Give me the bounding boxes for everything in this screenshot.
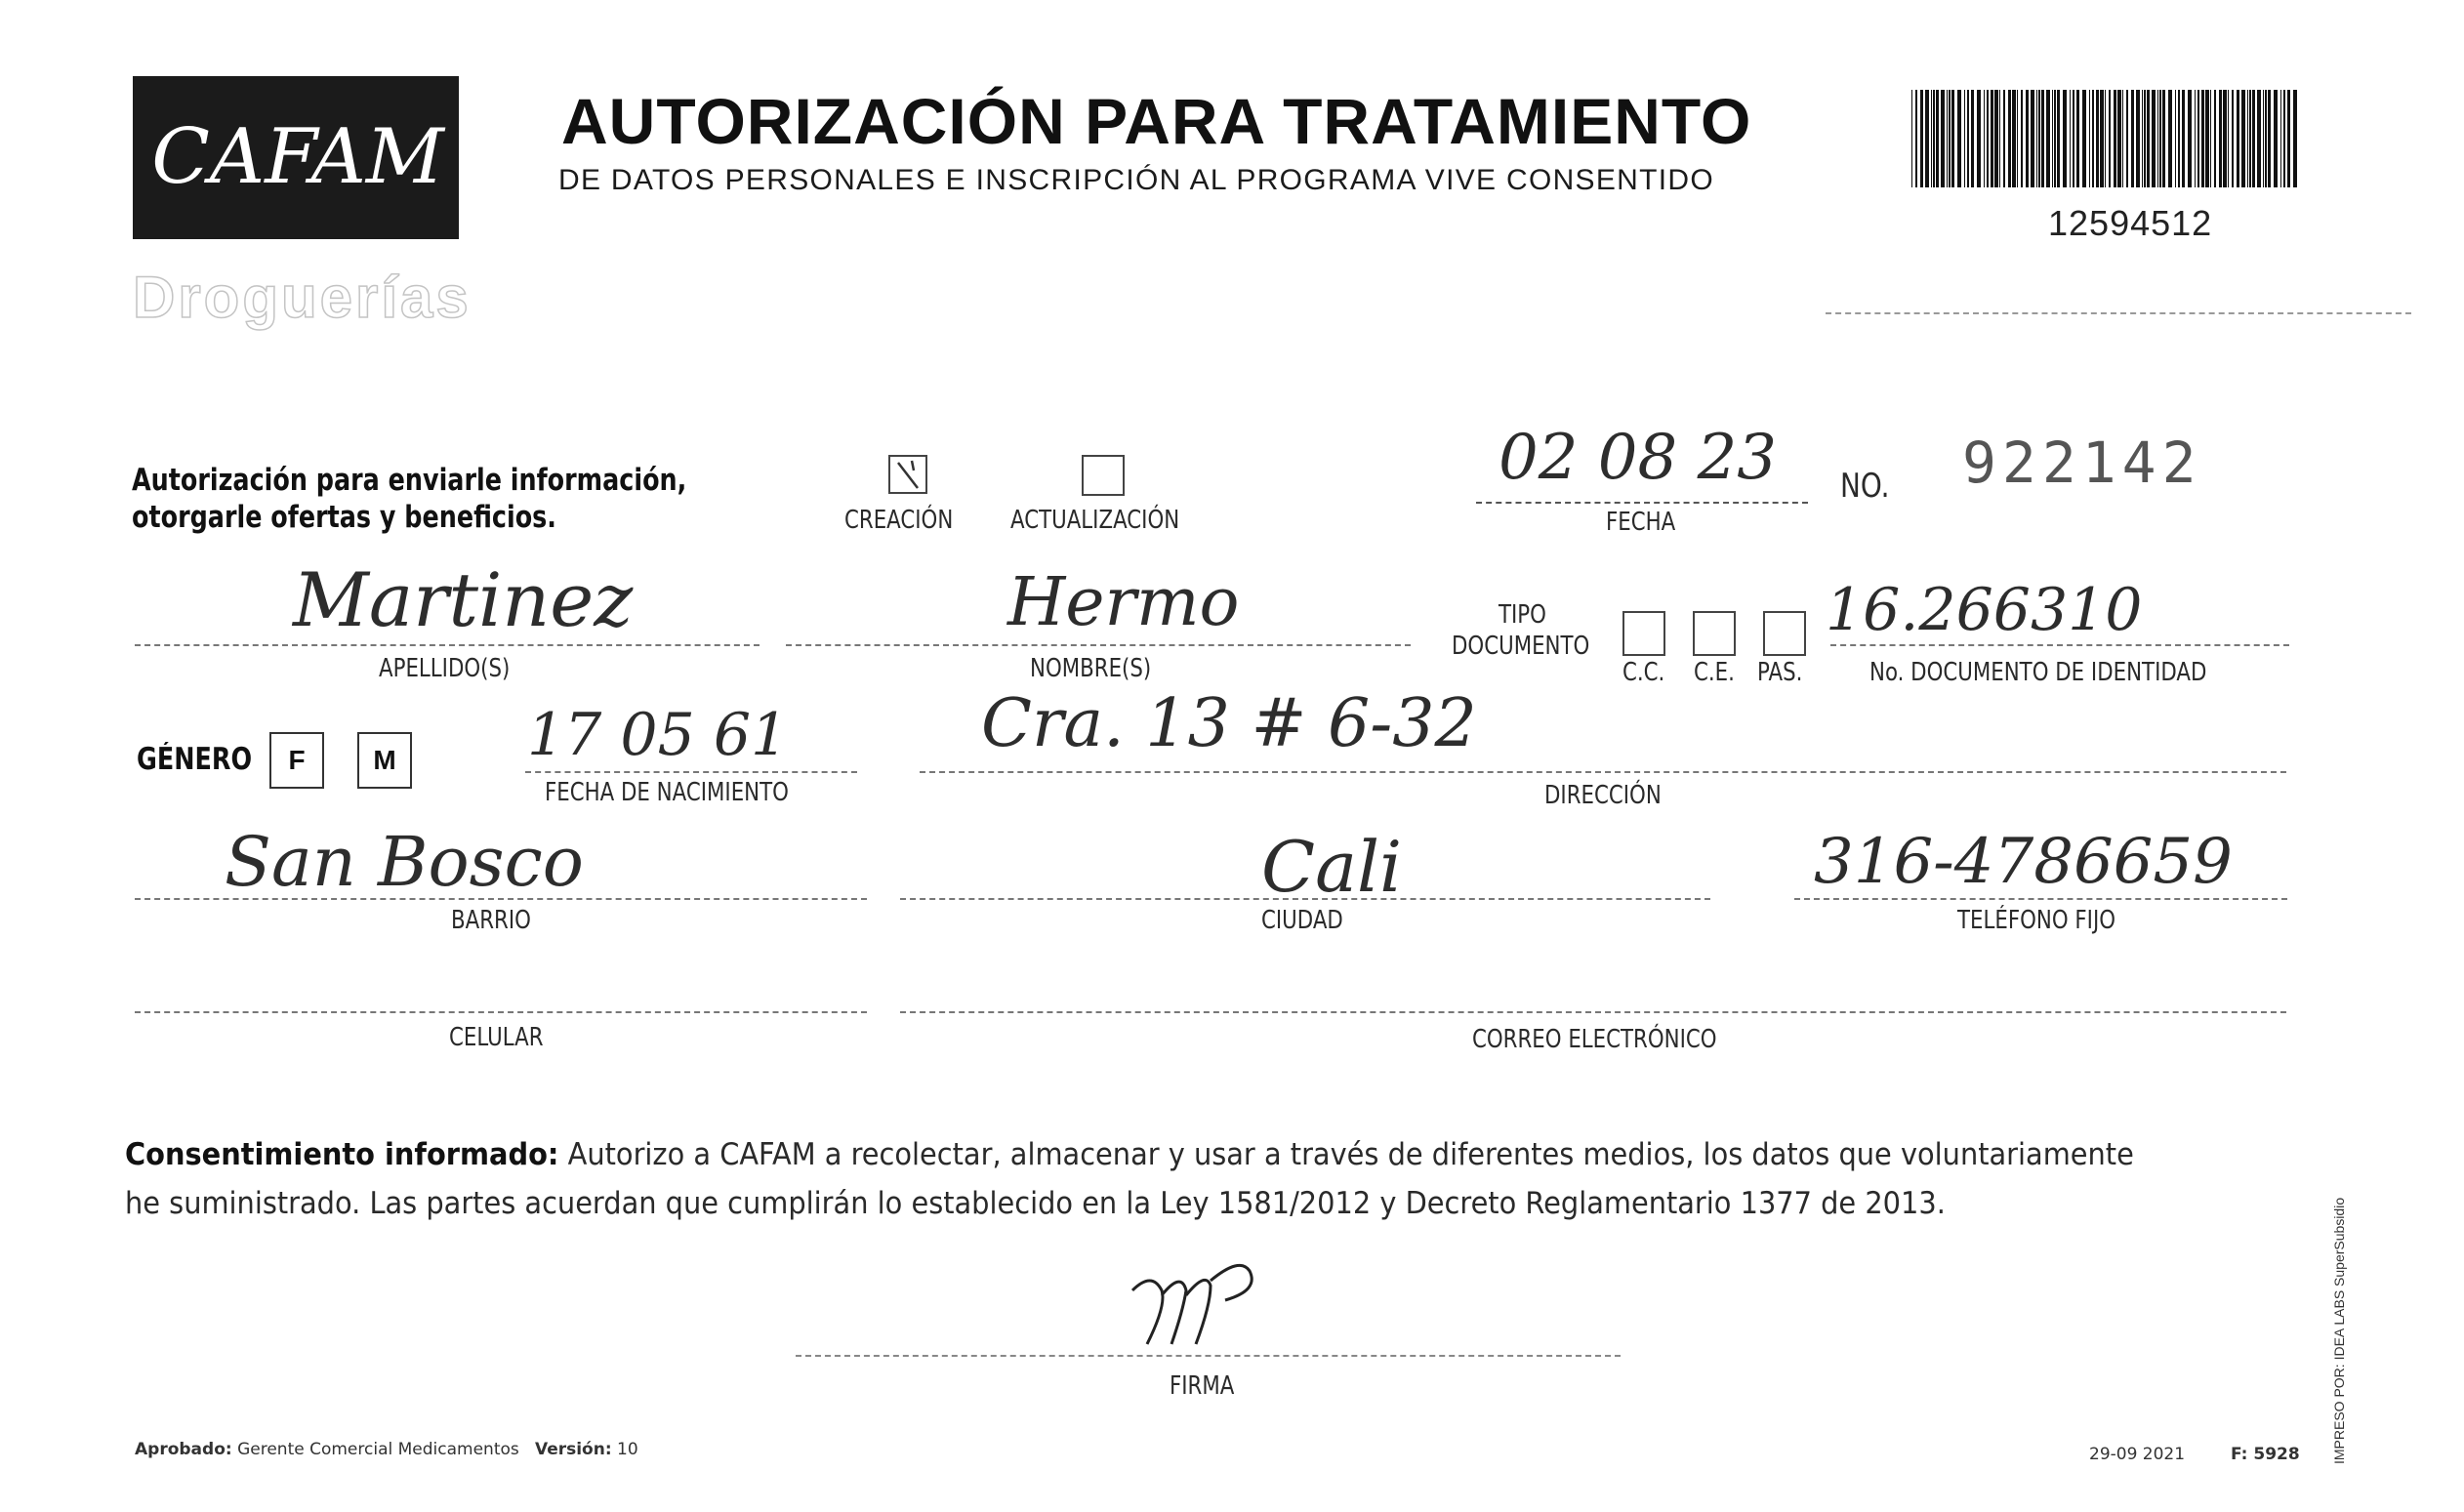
barcode-bar — [2205, 90, 2209, 187]
barcode-bar — [2076, 90, 2079, 187]
barcode-bar — [1994, 90, 1998, 187]
direccion-label: DIRECCIÓN — [1544, 781, 1662, 810]
barcode-bar — [2188, 90, 2192, 187]
tipo-label: TIPO — [1499, 600, 1546, 630]
barcode-bar — [2073, 90, 2074, 187]
barcode-bar — [1984, 90, 1985, 187]
barcode-bar — [2257, 90, 2261, 187]
no-label: NO. — [1840, 467, 1890, 506]
telefono-label: TELÉFONO FIJO — [1957, 906, 2116, 935]
barcode-bar — [2012, 90, 2016, 187]
consent-text: Autorizo a CAFAM a recolectar, almacenar y usar a través de diferentes medios, los datos que voluntariamente he suministrado. Las partes acuerdan que cumplirán lo establecido en la Ley 1581/2012 y Decreto Reglamentario 1377 de 2013. — [125, 1137, 2134, 1221]
correo-line — [900, 1011, 2286, 1013]
consent-paragraph — [125, 1130, 2150, 1228]
ce-checkbox[interactable] — [1693, 611, 1736, 656]
barcode-bar — [2126, 90, 2128, 187]
genero-m-box[interactable]: M — [357, 732, 412, 789]
barcode-bar — [2003, 90, 2005, 187]
barcode-bar — [2136, 90, 2140, 187]
barrio-label: BARRIO — [451, 906, 531, 935]
fecha-label: FECHA — [1606, 508, 1676, 537]
barcode-bar — [2252, 90, 2255, 187]
barcode-bar — [2057, 90, 2060, 187]
barcode-bar — [2041, 90, 2044, 187]
barrio-line — [135, 898, 867, 900]
barcode-bar — [2147, 90, 2150, 187]
apellido-label: APELLIDO(S) — [379, 654, 511, 683]
fecha-line — [1476, 502, 1808, 504]
form-subtitle: DE DATOS PERSONALES E INSCRIPCIÓN AL PROGRAMA VIVE CONSENTIDO — [558, 164, 1714, 196]
barcode-bar — [2152, 90, 2156, 187]
barcode-bar — [2237, 90, 2239, 187]
footer-approved — [135, 1440, 638, 1459]
barcode-bar — [2232, 90, 2234, 187]
apellido-line — [135, 644, 760, 646]
barcode-bar — [2063, 90, 2067, 187]
pas-checkbox[interactable] — [1763, 611, 1806, 656]
nacimiento-value: 17 05 61 — [527, 701, 789, 769]
barcode-bar — [2178, 90, 2180, 187]
barcode-bar — [2175, 90, 2176, 187]
barcode-bar — [1971, 90, 1974, 187]
barcode-bar — [2070, 90, 2071, 187]
version-label: Versión: — [534, 1440, 612, 1459]
barcode-bar — [2274, 90, 2278, 187]
authorization-text-1: Autorización para enviarle información, — [132, 463, 687, 498]
check-mark-icon — [890, 457, 925, 492]
barcode-bar — [1931, 90, 1932, 187]
footer-date: 29-09 2021 — [2089, 1445, 2186, 1464]
barcode-bar — [2247, 90, 2248, 187]
version-value: 10 — [617, 1440, 638, 1459]
nombre-value: Hermo — [1007, 564, 1240, 641]
barcode-bar — [1999, 90, 2000, 187]
creacion-label: CREACIÓN — [844, 506, 954, 535]
documento-label: No. DOCUMENTO DE IDENTIDAD — [1869, 658, 2207, 687]
barcode-bar — [1949, 90, 1951, 187]
barcode-bar — [2017, 90, 2018, 187]
barcode-bar — [2109, 90, 2111, 187]
barcode-bar — [2228, 90, 2229, 187]
barcode-bar — [2157, 90, 2158, 187]
documento-line — [1830, 644, 2289, 646]
telefono-line — [1794, 898, 2287, 900]
barcode-bar — [1915, 90, 1917, 187]
barcode-bar — [2219, 90, 2222, 187]
barcode-bar — [2144, 90, 2146, 187]
barcode-bar — [2142, 90, 2143, 187]
barcode-bar — [2265, 90, 2267, 187]
barcode-bar — [2293, 90, 2297, 187]
barcode-bar — [2082, 90, 2086, 187]
barcode-bar — [2241, 90, 2245, 187]
barcode-bar — [2182, 90, 2185, 187]
barcode-bar — [1951, 90, 1954, 187]
barcode-bar — [2089, 90, 2090, 187]
apellido-value: Martinez — [293, 556, 634, 643]
documento-type-label: DOCUMENTO — [1452, 632, 1590, 661]
barcode-bar — [2122, 90, 2123, 187]
barcode-bar — [2249, 90, 2251, 187]
barcode-bar — [1987, 90, 1989, 187]
form-title: AUTORIZACIÓN PARA TRATAMIENTO — [561, 85, 1752, 157]
firma-line — [796, 1355, 1621, 1357]
droguerias-sublogo: Droguerías — [133, 265, 472, 330]
firma-label: FIRMA — [1170, 1371, 1235, 1401]
barcode-bar — [2036, 90, 2037, 187]
barcode-bar — [2195, 90, 2196, 187]
celular-line — [135, 1011, 867, 1013]
barcode-bar — [2162, 90, 2165, 187]
footer-form-code: F: 5928 — [2231, 1445, 2300, 1464]
aprobado-value: Gerente Comercial Medicamentos — [237, 1440, 519, 1459]
barcode-bar — [2054, 90, 2056, 187]
barcode-bar — [2114, 90, 2116, 187]
telefono-value: 316-4786659 — [1814, 826, 2233, 898]
barrio-value: San Bosco — [225, 822, 584, 902]
direccion-line — [920, 771, 2286, 773]
fecha-value: 02 08 23 — [1499, 422, 1777, 494]
barcode-bar — [2283, 90, 2285, 187]
barcode-bar — [1936, 90, 1939, 187]
actualizacion-label: ACTUALIZACIÓN — [1010, 506, 1180, 535]
barcode-bar — [1941, 90, 1945, 187]
barcode-bar — [2268, 90, 2271, 187]
cc-label: C.C. — [1622, 658, 1665, 687]
barcode-bar — [2263, 90, 2264, 187]
barcode-bar — [2008, 90, 2011, 187]
barcode-bar — [2096, 90, 2099, 187]
form-number: 922142 — [1962, 429, 2202, 496]
barcode-bar — [2031, 90, 2034, 187]
barcode-bar — [2026, 90, 2029, 187]
barcode-bar — [2223, 90, 2227, 187]
barcode-bar — [2159, 90, 2161, 187]
ciudad-label: CIUDAD — [1261, 906, 1343, 935]
barcode-bar — [2131, 90, 2134, 187]
cafam-logo-lettering — [146, 90, 449, 226]
barcode-bar — [2105, 90, 2106, 187]
documento-value: 16.266310 — [1826, 576, 2143, 644]
ciudad-value: Cali — [1261, 826, 1403, 908]
nombre-line — [786, 644, 1411, 646]
nacimiento-label: FECHA DE NACIMIENTO — [545, 778, 789, 807]
actualizacion-checkbox[interactable] — [1082, 455, 1125, 496]
barcode-bar — [2197, 90, 2199, 187]
pas-label: PAS. — [1757, 658, 1803, 687]
handwritten-signature — [1113, 1251, 1308, 1359]
direccion-value: Cra. 13 # 6-32 — [981, 685, 1477, 762]
barcode-bar — [2210, 90, 2211, 187]
barcode-bar — [1911, 90, 1912, 187]
aprobado-label: Aprobado: — [135, 1440, 232, 1459]
barcode-bar — [2117, 90, 2121, 187]
ciudad-line — [900, 898, 1710, 900]
barcode-bar — [2100, 90, 2104, 187]
barcode-number: 12594512 — [2048, 203, 2213, 243]
barcode-bar — [2201, 90, 2204, 187]
barcode-bar — [1957, 90, 1961, 187]
barcode-bar — [2092, 90, 2094, 187]
barcode-bar — [2214, 90, 2216, 187]
barcode-bar — [1991, 90, 1993, 187]
svg-text:CAFAM: CAFAM — [151, 113, 444, 201]
barcode-bar — [1977, 90, 1981, 187]
barcode-bar — [2168, 90, 2172, 187]
header-divider — [1826, 312, 2411, 314]
barcode-bar — [1967, 90, 1969, 187]
genero-f-box[interactable]: F — [269, 732, 324, 789]
barcode-bar — [2052, 90, 2053, 187]
consent-title: Consentimiento informado: — [125, 1137, 559, 1172]
cc-checkbox[interactable] — [1622, 611, 1665, 656]
ce-label: C.E. — [1694, 658, 1735, 687]
barcode-bar — [2287, 90, 2290, 187]
barcode-bar — [2021, 90, 2023, 187]
barcode — [1911, 90, 2300, 187]
correo-label: CORREO ELECTRÓNICO — [1472, 1025, 1717, 1054]
genero-label: GÉNERO — [137, 742, 253, 777]
authorization-text-2: otorgarle ofertas y beneficios. — [132, 500, 556, 535]
barcode-bar — [1964, 90, 1965, 187]
celular-label: CELULAR — [449, 1023, 544, 1052]
nombre-label: NOMBRE(S) — [1030, 654, 1152, 683]
barcode-bar — [2280, 90, 2281, 187]
nacimiento-line — [525, 771, 857, 773]
barcode-bar — [1925, 90, 1929, 187]
barcode-bar — [1947, 90, 1948, 187]
barcode-bar — [2038, 90, 2040, 187]
barcode-bar — [2046, 90, 2050, 187]
barcode-bar — [1920, 90, 1923, 187]
creacion-checkbox[interactable] — [888, 455, 927, 494]
side-print-text: IMPRESO POR: IDEA LABS SuperSubsidio — [2331, 1197, 2347, 1464]
barcode-bar — [1933, 90, 1935, 187]
